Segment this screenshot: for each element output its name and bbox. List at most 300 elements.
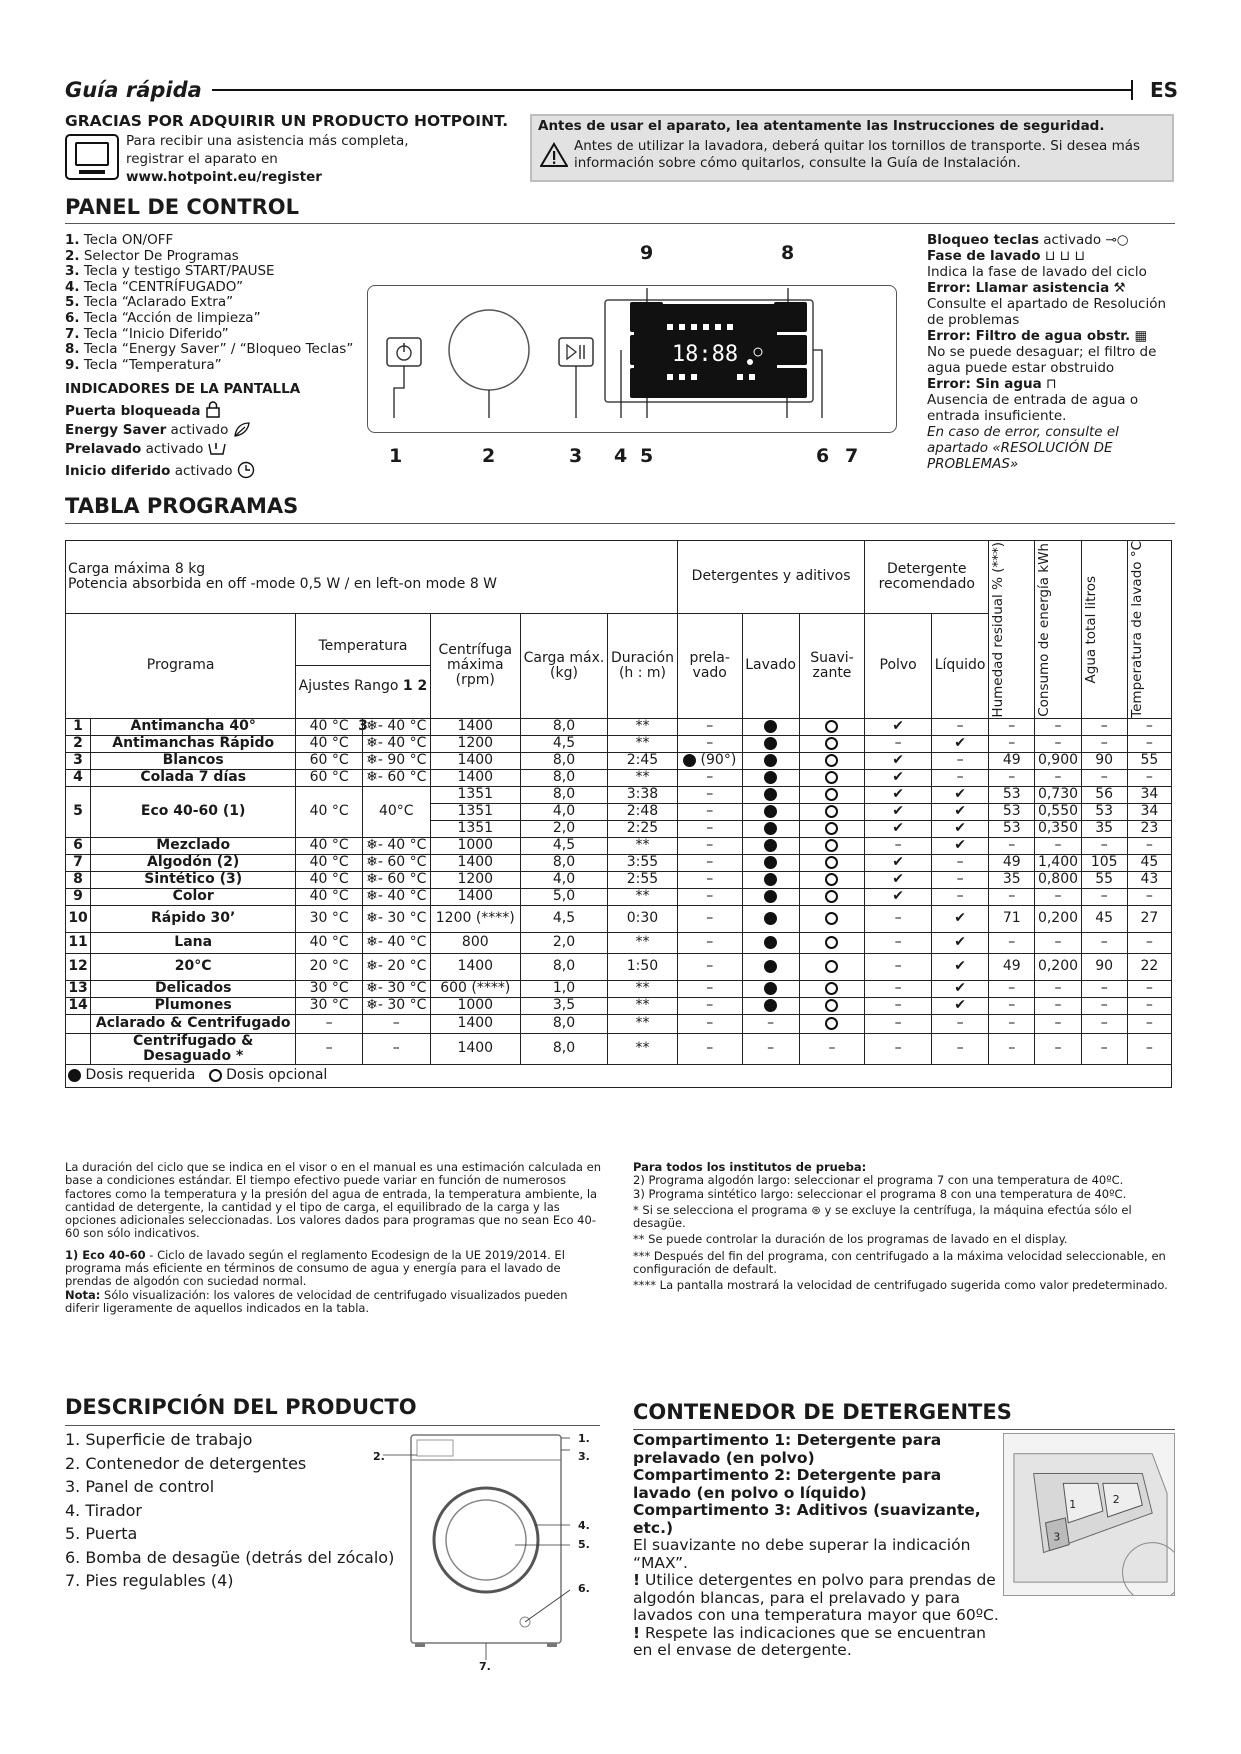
required-dose-icon (764, 960, 777, 973)
cell-suav (799, 1014, 865, 1033)
cell-liq: – (931, 888, 988, 905)
cell-suav (799, 854, 865, 871)
indicator-delayed-start: Inicio diferido activado (65, 461, 255, 479)
cell-kg: 2,0 (520, 820, 607, 837)
prewash-icon (208, 441, 226, 455)
table-row (66, 980, 1172, 997)
cell-kg: 8,0 (520, 786, 607, 803)
cell-agua: 55 (1081, 871, 1127, 888)
cell-agua: 90 (1081, 752, 1127, 769)
cell-dur: 0:30 (608, 905, 678, 932)
optional-dose-icon (825, 873, 838, 886)
cell-pre: – (677, 803, 742, 820)
optional-dose-icon (825, 788, 838, 801)
required-dose-icon (764, 805, 777, 818)
temperature-range-icon: ❄ (366, 997, 378, 1014)
cell-suav (799, 735, 865, 752)
cell-agua: 56 (1081, 786, 1127, 803)
cell-rango: ❄- 30 °C (362, 997, 430, 1014)
temperature-range-icon: ❄ (366, 888, 378, 905)
header-energy: Consumo de energía kWh (1035, 541, 1081, 719)
table-row (66, 718, 1172, 735)
cell-lav (742, 953, 799, 980)
cell-agua: – (1081, 932, 1127, 953)
required-dose-icon (764, 720, 777, 733)
cell-suav (799, 871, 865, 888)
cell-liq: ✔ (931, 905, 988, 932)
cell-liq: – (931, 1014, 988, 1033)
callout-2: 2. (373, 1450, 385, 1463)
display-digits: 18:88 (671, 342, 739, 367)
cell-rpm: 800 (430, 932, 520, 953)
cell-ajuste: 60 °C (296, 769, 363, 786)
cell-hum: 71 (989, 905, 1035, 932)
cell-polvo: ✔ (865, 769, 932, 786)
optional-dose-icon (825, 805, 838, 818)
cell-temp: – (1127, 932, 1171, 953)
filter-icon: ▦ (1134, 328, 1148, 344)
cell-ajuste: 20 °C (296, 953, 363, 980)
safety-text: Antes de utilizar la lavadora, deberá quitar los tornillos de transporte. Si desea más información sobre cómo quitarlos, consulte la Guía de Instalación. (574, 138, 1141, 171)
cell-kg: 8,0 (520, 718, 607, 735)
callout-7: 7 (845, 445, 859, 467)
list-item: 3. Tecla y testigo START/PAUSE (65, 263, 275, 280)
cell-temp: – (1127, 980, 1171, 997)
cell-rpm: 1000 (430, 997, 520, 1014)
cell-liq: ✔ (931, 803, 988, 820)
wash-phase-icons: ⊔ ⊔ ⊔ (1044, 248, 1086, 264)
cell-name: Lana (91, 932, 296, 953)
required-dose-icon (764, 754, 777, 767)
cell-pre: – (677, 980, 742, 997)
required-dose-icon (764, 873, 777, 886)
cell-hum: – (989, 1033, 1035, 1064)
cell-dur: ** (608, 1014, 678, 1033)
required-dose-icon (683, 754, 696, 767)
cell-kwh: – (1035, 718, 1081, 735)
cell-lav (742, 997, 799, 1014)
section-rule (65, 523, 1175, 524)
optional-dose-icon (825, 999, 838, 1012)
cell-liq: – (931, 752, 988, 769)
cell-kg: 4,5 (520, 735, 607, 752)
callout-7: 7. (479, 1660, 491, 1673)
cell-dur: 3:55 (608, 854, 678, 871)
cell-lav (742, 871, 799, 888)
cell-suav (799, 888, 865, 905)
table-title: TABLA PROGRAMAS (65, 494, 299, 518)
callout-2: 2 (482, 445, 496, 467)
cell-hum: – (989, 997, 1035, 1014)
cell-kwh: – (1035, 1014, 1081, 1033)
cell-kg: 8,0 (520, 953, 607, 980)
header-spin: Centrífuga máxima (rpm) (430, 613, 520, 718)
cell-lav (742, 980, 799, 997)
cell-ajuste: 30 °C (296, 997, 363, 1014)
table-row (66, 953, 1172, 980)
callout-4: 4. (578, 1519, 590, 1532)
required-dose-icon (764, 936, 777, 949)
cell-name: Delicados (91, 980, 296, 997)
cell-kg: 5,0 (520, 888, 607, 905)
cell-kwh: 1,400 (1035, 854, 1081, 871)
cell-pre: – (677, 854, 742, 871)
cell-lav (742, 820, 799, 837)
cell-rpm: 1200 (430, 871, 520, 888)
thanks-heading: GRACIAS POR ADQUIRIR UN PRODUCTO HOTPOINT. (65, 112, 509, 130)
header-program: Programa (66, 613, 296, 718)
list-item: 6. Bomba de desagüe (detrás del zócalo) (65, 1547, 395, 1567)
required-dose-icon (764, 771, 777, 784)
required-dose-icon (68, 1069, 81, 1082)
padlock-icon (205, 401, 221, 418)
required-dose-icon (764, 982, 777, 995)
display-legend: Bloqueo teclas activado ⊸○ Fase de lavado ⊔ ⊔ ⊔ Indica la fase de lavado del ciclo Error: Llamar asistencia ⚒ Consulte el apartado de Resolución de problemas Error: Filtro de agua obstr. ▦ No se puede desaguar; el filtro de agua puede estar obstruido Error: Sin agua ⊓ Ausencia de entrada de agua o entrada insuficiente. En caso de error, consulte el apartado «RESOLUCIÓN DE PROBLEMAS» (927, 232, 1167, 472)
cell-lav (742, 932, 799, 953)
callout-1: 1. (578, 1432, 590, 1445)
cell-rpm: 1351 (430, 820, 520, 837)
optional-dose-icon (825, 912, 838, 925)
cell-name: Rápido 30’ (91, 905, 296, 932)
computer-icon (65, 134, 119, 180)
cell-agua: – (1081, 735, 1127, 752)
cell-rpm: 1400 (430, 854, 520, 871)
cell-polvo: – (865, 932, 932, 953)
cell-temp: – (1127, 718, 1171, 735)
temperature-range-icon: ❄ (366, 958, 378, 975)
cell-suav (799, 820, 865, 837)
cell-polvo: – (865, 1033, 932, 1064)
cell-kg: 8,0 (520, 854, 607, 871)
cell-pre: – (677, 718, 742, 735)
temperature-range-icon: ❄ (366, 980, 378, 997)
indicator-door-lock: Puerta bloqueada (65, 401, 221, 419)
required-dose-icon (764, 999, 777, 1012)
cell-dur: ** (608, 888, 678, 905)
cell-dur: ** (608, 769, 678, 786)
callout-6: 6 (816, 445, 830, 467)
indicator-energy-saver: Energy Saver activado (65, 421, 251, 438)
indicators-title: INDICADORES DE LA PANTALLA (65, 381, 301, 397)
cell-dur: ** (608, 1033, 678, 1064)
required-dose-icon (764, 912, 777, 925)
cell-dur: ** (608, 837, 678, 854)
cell-polvo: – (865, 980, 932, 997)
cell-hum: 49 (989, 854, 1035, 871)
cell-polvo: ✔ (865, 718, 932, 735)
cell-kwh: – (1035, 980, 1081, 997)
cell-liq: ✔ (931, 820, 988, 837)
cell-kwh: 0,900 (1035, 752, 1081, 769)
cell-liq: – (931, 854, 988, 871)
cell-rpm: 1400 (430, 769, 520, 786)
cell-rpm: 1400 (430, 1014, 520, 1033)
cell-rpm: 1351 (430, 803, 520, 820)
cell-no (66, 1014, 91, 1033)
header-powder: Polvo (865, 613, 932, 718)
cell-kwh: 0,800 (1035, 871, 1081, 888)
cell-polvo: ✔ (865, 752, 932, 769)
required-dose-icon (764, 839, 777, 852)
cell-hum: 49 (989, 953, 1035, 980)
cell-name: Centrifugado & Desaguado * (91, 1033, 296, 1064)
cell-name: Algodón (2) (91, 854, 296, 871)
cell-suav (799, 980, 865, 997)
cell-dur: ** (608, 735, 678, 752)
header-temperature: Temperatura Ajustes Rango 1 2 3 (296, 613, 430, 718)
list-item: 4. Tecla “CENTRÍFUGADO” (65, 278, 244, 295)
cell-lav (742, 752, 799, 769)
temperature-range-icon: ❄ (366, 735, 378, 752)
list-item: 2. Contenedor de detergentes (65, 1453, 307, 1473)
cell-no: 6 (66, 837, 91, 854)
temperature-range-icon: ❄ (366, 718, 378, 735)
cell-name: Aclarado & Centrifugado (91, 1014, 296, 1033)
cell-polvo: – (865, 905, 932, 932)
list-item: 7. Pies regulables (4) (65, 1571, 234, 1590)
header-humidity: Humedad residual % (***) (989, 541, 1035, 719)
cell-rpm: 600 (****) (430, 980, 520, 997)
cell-pre: (90°) (677, 752, 742, 769)
cell-liq: – (931, 1033, 988, 1064)
notes-right: Para todos los institutos de prueba: 2) Programa algodón largo: seleccionar el programa 7 con una temperatura de 40ºC. 3) Programa sintético largo: seleccionar el programa 8 con una temperatura de 40ºC. * Si se selecciona el programa ⊛ y se excluye la centrífuga, la máquina efectúa sólo el desagüe. ** Se puede controlar la duración de los programas de lavado en el display. *** Después del fin del programa, con centrifugado a la máxima velocidad seleccionable, en configuración de default. **** La pantalla mostrará la velocidad de centrifugado sugerida como valor predeterminado. (633, 1160, 1168, 1293)
notes-left: La duración del ciclo que se indica en el visor o en el manual es una estimación calculada en base a condiciones estándar. El tiempo efectivo puede variar en función de numerosos factores como la temperatura y la presión del agua de entrada, la temperatura ambiente, la cantidad de detergente, la cantidad y el tipo de carga, el equilibrado de la carga y las opciones adicionales seleccionadas. Los valores dados para programas que no sean Eco 40-60 son sólo indicativos. 1) Eco 40-60 - Ciclo de lavado según el reglamento Ecodesign de la UE 2019/2014. El programa más eficiente en términos de consumo de agua y energía para el lavado de prendas de algodón con suciedad normal. Nota: Sólo visualización: los valores de velocidad de centrifugado visualizados pueden diferir ligeramente de aquellos indicados en la tabla. (65, 1160, 601, 1315)
cell-rango: ❄- 60 °C (362, 871, 430, 888)
cell-polvo: ✔ (865, 854, 932, 871)
cell-name: Mezclado (91, 837, 296, 854)
cell-kwh: 0,730 (1035, 786, 1081, 803)
optional-dose-icon (825, 737, 838, 750)
cell-lav: – (742, 1033, 799, 1064)
cell-kg: 8,0 (520, 1014, 607, 1033)
cell-hum: – (989, 980, 1035, 997)
cell-suav (799, 837, 865, 854)
cell-ajuste: 40 °C (296, 932, 363, 953)
cell-temp: 22 (1127, 953, 1171, 980)
cell-temp: 55 (1127, 752, 1171, 769)
optional-dose-icon (825, 754, 838, 767)
cell-dur: ** (608, 980, 678, 997)
cell-polvo: – (865, 997, 932, 1014)
cell-suav (799, 905, 865, 932)
cell-kg: 4,5 (520, 905, 607, 932)
cell-kwh: – (1035, 769, 1081, 786)
tap-icon: ⊓ (1046, 376, 1057, 392)
cell-suav: – (799, 1033, 865, 1064)
warning-icon (540, 142, 568, 168)
temperature-range-icon: ❄ (366, 752, 378, 769)
cell-polvo: – (865, 837, 932, 854)
list-item: 1. Superficie de trabajo (65, 1430, 253, 1449)
list-item: 3. Panel de control (65, 1477, 215, 1496)
cell-temp: – (1127, 735, 1171, 752)
cell-dur: ** (608, 718, 678, 735)
cell-temp: 27 (1127, 905, 1171, 932)
cell-rpm: 1000 (430, 837, 520, 854)
cell-no: 11 (66, 932, 91, 953)
cell-liq: ✔ (931, 980, 988, 997)
cell-no: 5 (66, 786, 91, 837)
cell-polvo: – (865, 953, 932, 980)
cell-no: 14 (66, 997, 91, 1014)
cell-liq: – (931, 769, 988, 786)
cell-lav (742, 803, 799, 820)
callout-8: 8 (781, 242, 795, 264)
required-dose-icon (764, 856, 777, 869)
cell-lav (742, 786, 799, 803)
cell-pre: – (677, 905, 742, 932)
cell-kwh: – (1035, 888, 1081, 905)
table-row (66, 786, 1172, 803)
cell-temp: 23 (1127, 820, 1171, 837)
temperature-range-icon: ❄ (366, 871, 378, 888)
table-legend: Dosis requerida Dosis opcional (66, 1064, 1172, 1087)
cell-liq: ✔ (931, 735, 988, 752)
cell-liq: ✔ (931, 953, 988, 980)
cell-ajuste: 40 °C (296, 871, 363, 888)
cell-name: Antimanchas Rápido (91, 735, 296, 752)
callout-4: 4 (614, 445, 628, 467)
cell-hum: – (989, 1014, 1035, 1033)
cell-temp: 43 (1127, 871, 1171, 888)
cell-kwh: 0,350 (1035, 820, 1081, 837)
cell-agua: – (1081, 997, 1127, 1014)
cell-polvo: ✔ (865, 888, 932, 905)
cell-rango: ❄- 90 °C (362, 752, 430, 769)
temperature-range-icon: ❄ (366, 837, 378, 854)
cell-kg: 4,0 (520, 803, 607, 820)
cell-name: Sintético (3) (91, 871, 296, 888)
optional-dose-icon (825, 960, 838, 973)
cell-agua: 105 (1081, 854, 1127, 871)
cell-hum: 35 (989, 871, 1035, 888)
header-recommended: Detergente recomendado (865, 541, 989, 614)
cell-dur: 2:55 (608, 871, 678, 888)
cell-kg: 2,0 (520, 932, 607, 953)
cell-ajuste: 60 °C (296, 752, 363, 769)
cell-rango: ❄- 40 °C (362, 718, 430, 735)
cell-suav (799, 786, 865, 803)
cell-lav (742, 769, 799, 786)
cell-temp: 34 (1127, 803, 1171, 820)
cell-agua: – (1081, 1033, 1127, 1064)
cell-rpm: 1351 (430, 786, 520, 803)
cell-dur: 1:50 (608, 953, 678, 980)
cell-agua: – (1081, 718, 1127, 735)
svg-text:2: 2 (1112, 1493, 1120, 1507)
cell-lav (742, 854, 799, 871)
cell-kg: 8,0 (520, 769, 607, 786)
clock-icon (237, 461, 255, 479)
cell-ajuste: 40 °C (296, 888, 363, 905)
cell-pre: – (677, 735, 742, 752)
cell-ajuste: – (296, 1014, 363, 1033)
cell-lav (742, 888, 799, 905)
optional-dose-icon (825, 839, 838, 852)
product-list (65, 1428, 394, 1593)
cell-no: 2 (66, 735, 91, 752)
cell-kwh: 0,200 (1035, 953, 1081, 980)
cell-name: Plumones (91, 997, 296, 1014)
cell-liq: ✔ (931, 932, 988, 953)
cell-polvo: ✔ (865, 820, 932, 837)
cell-suav (799, 803, 865, 820)
detergent-text: Compartimento 1: Detergente para prelavado (en polvo) Compartimento 2: Detergente para lavado (en polvo o líquido) Compartimento 3: Aditivos (suavizante, etc.) El suavizante no debe superar la indicación “MAX”. ! Utilice detergentes en polvo para prendas de algodón blancas, para el prelavado y para lavados con una temperatura mayor que 60ºC. ! Respete las indicaciones que se encuentran en el envase de detergente. (633, 1431, 999, 1659)
list-item: 2. Selector De Programas (65, 247, 239, 264)
cell-temp: – (1127, 888, 1171, 905)
cell-ajuste: 40 °C (296, 786, 363, 837)
cell-rango: ❄- 60 °C (362, 769, 430, 786)
required-dose-icon (764, 822, 777, 835)
cell-suav (799, 932, 865, 953)
svg-text:3: 3 (1053, 1530, 1061, 1544)
cell-name: Color (91, 888, 296, 905)
optional-dose-icon (825, 771, 838, 784)
list-item: 5. Puerta (65, 1524, 138, 1543)
cell-rpm: 1200 (****) (430, 905, 520, 932)
detergent-drawer-illustration (1003, 1433, 1175, 1596)
cell-hum: – (989, 932, 1035, 953)
cell-pre: – (677, 769, 742, 786)
optional-dose-icon (825, 1017, 838, 1030)
cell-rango: ❄- 60 °C (362, 854, 430, 871)
cell-name: Colada 7 días (91, 769, 296, 786)
temperature-range-icon: ❄ (366, 854, 378, 871)
programs-table (65, 540, 1172, 1088)
cell-rango: – (362, 1033, 430, 1064)
cell-temp: – (1127, 1033, 1171, 1064)
optional-dose-icon (825, 890, 838, 903)
cell-pre: – (677, 786, 742, 803)
cell-pre: – (677, 997, 742, 1014)
cell-ajuste: 30 °C (296, 980, 363, 997)
cell-dur: 2:48 (608, 803, 678, 820)
cell-rango: ❄- 30 °C (362, 905, 430, 932)
cell-polvo: ✔ (865, 803, 932, 820)
optional-dose-icon (825, 936, 838, 949)
table-row (66, 1033, 1172, 1064)
temperature-range-icon: ❄ (366, 769, 378, 786)
cell-ajuste: 40 °C (296, 718, 363, 735)
cell-hum: – (989, 735, 1035, 752)
cell-suav (799, 997, 865, 1014)
required-dose-icon (764, 890, 777, 903)
table-row (66, 997, 1172, 1014)
cell-kg: 4,5 (520, 837, 607, 854)
cell-rango: ❄- 40 °C (362, 735, 430, 752)
cell-liq: ✔ (931, 786, 988, 803)
cell-agua: – (1081, 1014, 1127, 1033)
table-row (66, 888, 1172, 905)
cell-agua: – (1081, 980, 1127, 997)
cell-hum: – (989, 769, 1035, 786)
cell-polvo: – (865, 735, 932, 752)
header-liquid: Líquido (931, 613, 988, 718)
cell-rpm: 1400 (430, 752, 520, 769)
required-dose-icon (764, 737, 777, 750)
cell-polvo: ✔ (865, 871, 932, 888)
safety-title: Antes de usar el aparato, lea atentamente las Instrucciones de seguridad. (538, 118, 1105, 134)
optional-dose-icon (825, 720, 838, 733)
table-row (66, 735, 1172, 752)
cell-suav (799, 953, 865, 980)
register-text: Para recibir una asistencia más completa, registrar el aparato en www.hotpoint.eu/register (126, 133, 409, 185)
cell-kg: 8,0 (520, 752, 607, 769)
cell-hum: – (989, 837, 1035, 854)
cell-liq: – (931, 718, 988, 735)
table-row (66, 871, 1172, 888)
required-dose-icon (764, 788, 777, 801)
